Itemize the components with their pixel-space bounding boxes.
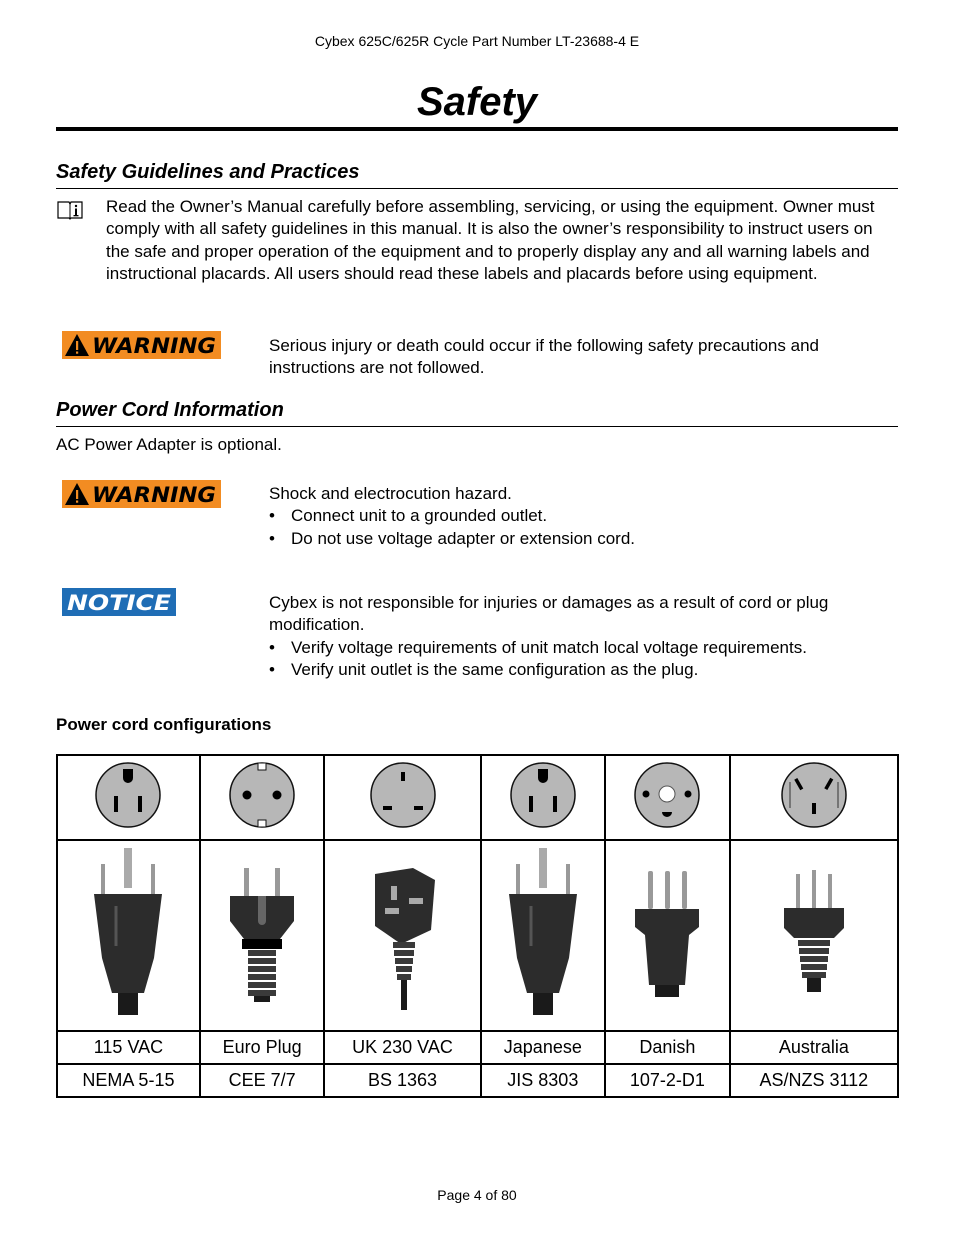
danish-outlet-icon <box>632 760 702 830</box>
table-row <box>57 1031 898 1064</box>
table-cell <box>200 755 325 840</box>
safety-warning-text: Serious injury or death could occur if the following safety precautions and instructions are not followed. <box>269 336 819 378</box>
page-number: Page 4 of 80 <box>437 1187 517 1203</box>
electrocution-warning-text: Shock and electrocution hazard. <box>269 484 512 503</box>
notice-sign-label: NOTICE <box>67 591 172 615</box>
electrocution-warning-block <box>269 483 894 550</box>
table-cell: UK 230 VAC <box>324 1031 480 1064</box>
table-cell <box>730 840 898 1031</box>
page-title: Safety <box>416 80 538 124</box>
notice-text: Cybex is not responsible for injuries or damages as a result of cord or plug modification. <box>269 593 829 635</box>
owners-manual-paragraph: Read the Owner’s Manual carefully before assembling, servicing, or using the equipment. Owner must comply with all safety guidelines in this manual. It is also the owner’s responsibility to instruct users on the safe and proper operation of the equipment and to properly display any and all warning labels and instructional placards. All users should read these labels and placards before using equipment. <box>106 197 875 283</box>
euro-outlet-icon <box>227 760 297 830</box>
table-cell: BS 1363 <box>324 1064 480 1097</box>
notice-block <box>269 592 894 681</box>
table-cell <box>481 840 606 1031</box>
title-rule <box>56 127 898 131</box>
power-cord-config-table <box>56 754 899 1098</box>
table-row <box>57 1064 898 1097</box>
table-cell: 115 VAC <box>57 1031 200 1064</box>
table-cell: JIS 8303 <box>481 1064 606 1097</box>
table-cell: Euro Plug <box>200 1031 325 1064</box>
table-cell: 107-2-D1 <box>605 1064 730 1097</box>
table-cell: NEMA 5-15 <box>57 1064 200 1097</box>
australia-outlet-icon <box>779 760 849 830</box>
table-cell: Japanese <box>481 1031 606 1064</box>
table-row <box>57 840 898 1031</box>
document-header: Cybex 625C/625R Cycle Part Number LT-23688-4 E <box>314 33 640 49</box>
table-cell <box>605 755 730 840</box>
list-item: • Do not use voltage adapter or extension cord. <box>269 528 894 550</box>
danish-plug-icon <box>627 846 707 1021</box>
section-rule <box>56 188 898 189</box>
notice-bullet-list <box>269 637 894 682</box>
uk-plug-icon <box>363 846 443 1021</box>
table-cell <box>481 755 606 840</box>
table-cell <box>57 840 200 1031</box>
manual-info-icon <box>57 200 83 220</box>
list-item: • Verify voltage requirements of unit match local voltage requirements. <box>269 637 894 659</box>
warning-bullet-list <box>269 505 894 550</box>
section-rule <box>56 426 898 427</box>
list-item: • Connect unit to a grounded outlet. <box>269 505 894 527</box>
table-cell <box>200 840 325 1031</box>
japanese-outlet-icon <box>508 760 578 830</box>
table-cell: Danish <box>605 1031 730 1064</box>
safety-guidelines-heading: Safety Guidelines and Practices <box>56 161 360 183</box>
uk-outlet-icon <box>368 760 438 830</box>
nema-outlet-icon <box>93 760 163 830</box>
warning-sign-icon <box>62 331 221 359</box>
list-item: • Verify unit outlet is the same configuration as the plug. <box>269 659 894 681</box>
notice-sign-icon <box>62 588 176 616</box>
table-cell <box>57 755 200 840</box>
table-cell: CEE 7/7 <box>200 1064 325 1097</box>
table-cell <box>730 755 898 840</box>
adapter-note: AC Power Adapter is optional. <box>56 435 282 454</box>
australia-plug-icon <box>774 846 854 1021</box>
japanese-plug-icon <box>503 846 583 1021</box>
power-cord-configurations-heading: Power cord configurations <box>56 715 272 734</box>
euro-plug-icon <box>222 846 302 1021</box>
warning-sign-icon <box>62 480 221 508</box>
table-cell: Australia <box>730 1031 898 1064</box>
table-cell <box>324 840 480 1031</box>
table-cell <box>324 755 480 840</box>
table-row <box>57 755 898 840</box>
table-cell: AS/NZS 3112 <box>730 1064 898 1097</box>
nema-plug-icon <box>88 846 168 1021</box>
power-cord-heading: Power Cord Information <box>56 399 284 421</box>
table-cell <box>605 840 730 1031</box>
warning-sign-label: WARNING <box>92 334 216 358</box>
warning-sign-label: WARNING <box>92 483 216 507</box>
